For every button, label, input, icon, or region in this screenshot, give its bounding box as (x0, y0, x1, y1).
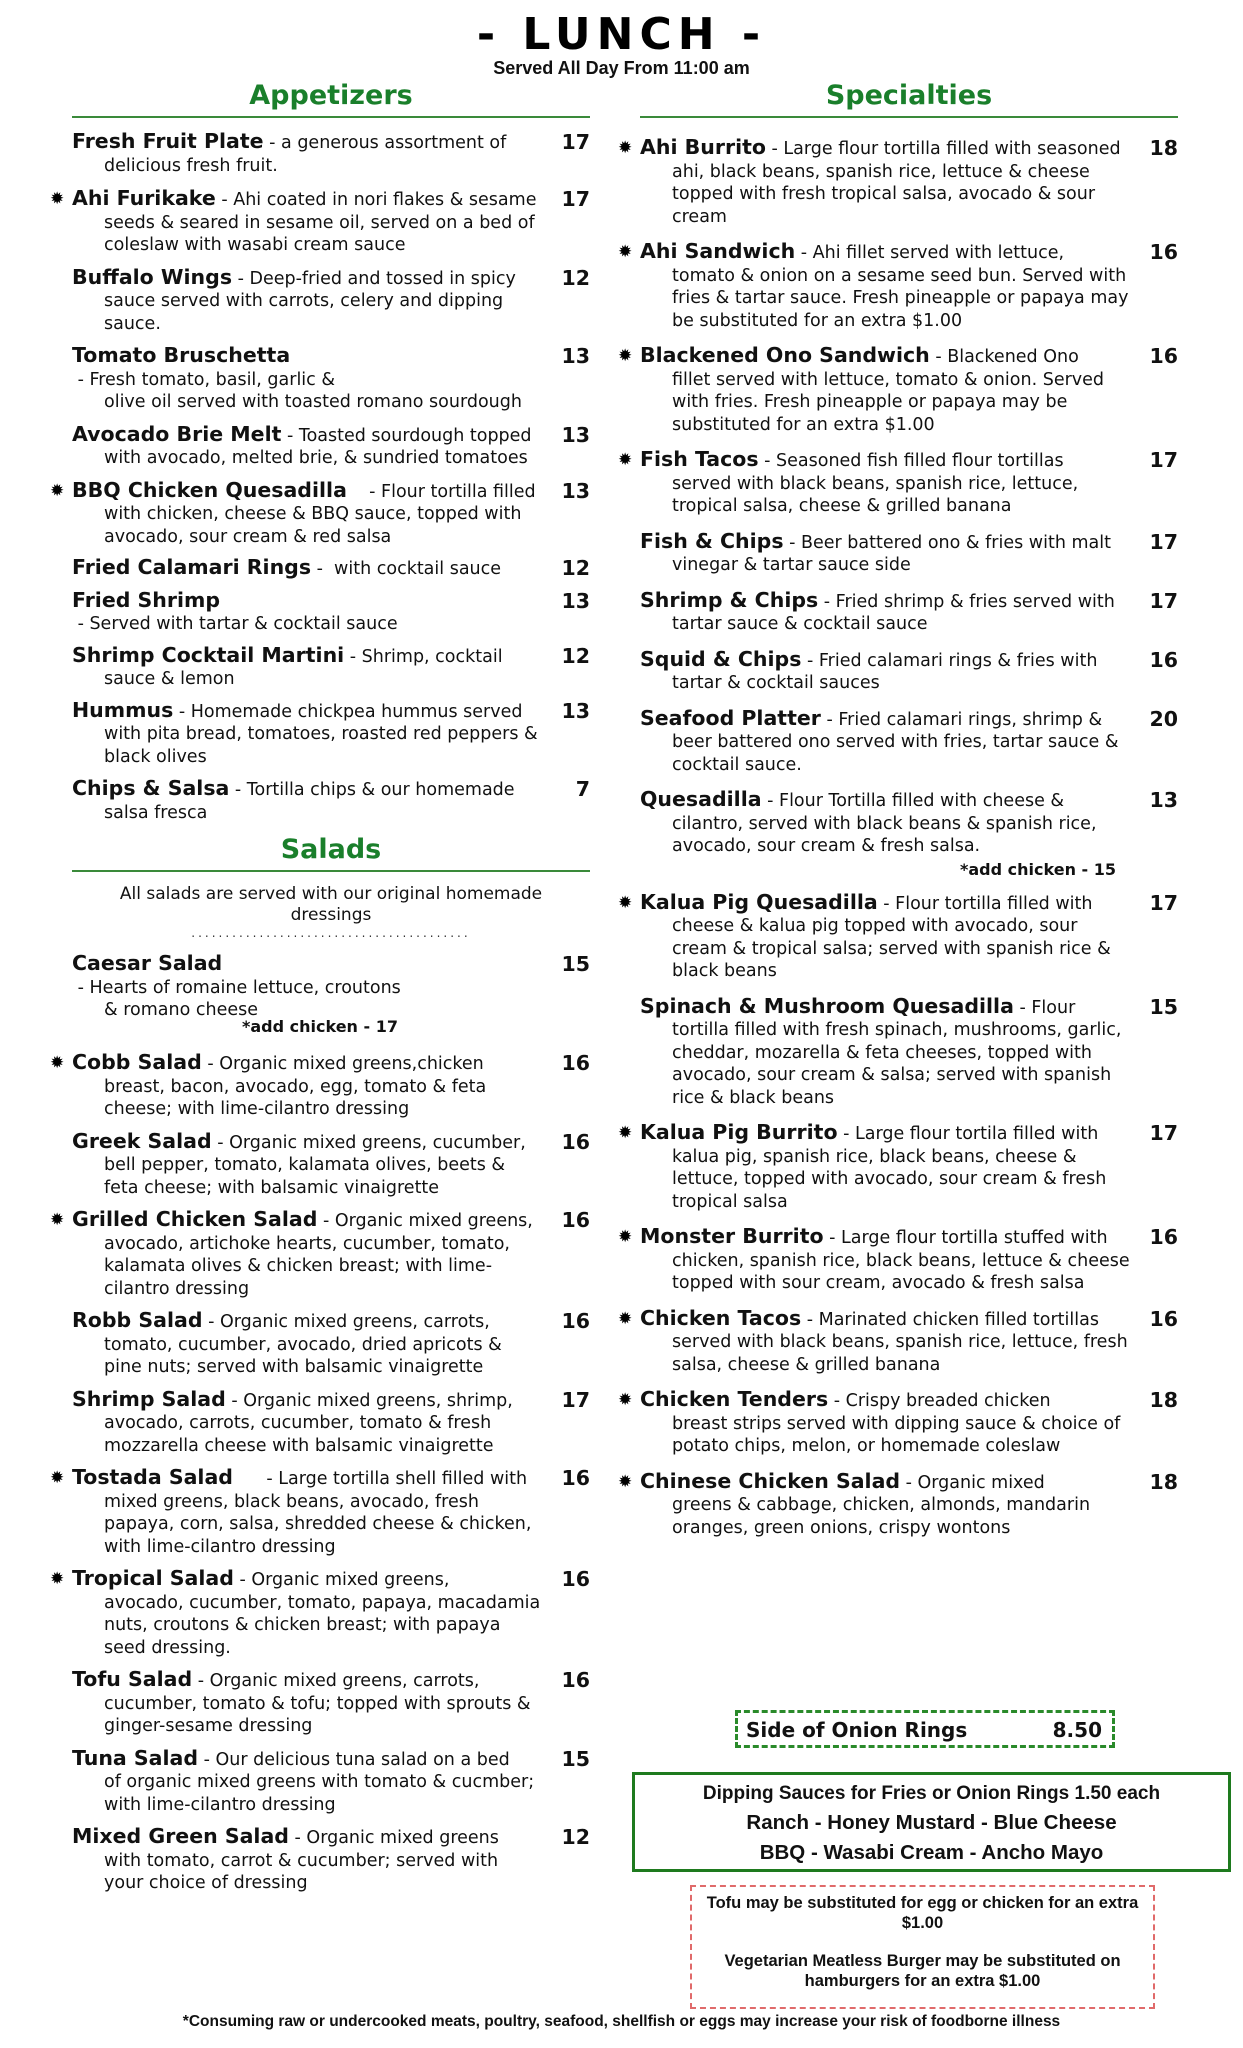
item-description (72, 1668, 590, 1738)
item-price: 16 (1149, 647, 1178, 672)
item-description-first: - Tortilla chips & our homemade (229, 780, 515, 800)
item-price: 18 (1149, 1388, 1178, 1412)
menu-item-tostada-salad (50, 1465, 590, 1558)
item-name: Shrimp Salad (72, 1386, 226, 1411)
item-description (72, 1130, 590, 1200)
item-name: Caesar Salad (72, 951, 223, 975)
item-price: 16 (1149, 240, 1178, 264)
item-description-rest: fillet served with lettuce, tomato & onion. Served with fries. Fresh pineapple or papaya may be substituted for an extra $1.00 (672, 369, 1105, 435)
add-chicken-note: *add chicken - 17 (242, 1016, 398, 1036)
item-description (640, 136, 1178, 228)
item-description-first: - Fresh tomato, basil, garlic & (72, 369, 335, 390)
signature-star-icon: ✹ (50, 189, 65, 209)
item-description (640, 788, 1178, 858)
item-description-rest: & romano cheese (104, 1000, 258, 1020)
salads-title: Salads (72, 834, 590, 872)
sauces-heading: Dipping Sauces for Fries or Onion Rings 1.50 each (702, 1783, 1161, 1804)
menu-item-fried-calamari-rings (72, 556, 590, 581)
item-description-rest: kalua pig, spanish rice, black beans, cheese & lettuce, topped with avocado, sour cream & fresh tropical salsa (672, 1146, 1107, 1212)
item-description (72, 777, 590, 824)
item-description-first: - Our delicious tuna salad on a bed (198, 1749, 510, 1770)
item-price: 7 (575, 777, 590, 801)
menu-item-ahi-furikake (50, 186, 590, 257)
menu-item-tomato-bruschetta (72, 344, 590, 414)
item-description-first: - a generous assortment of (263, 133, 507, 153)
item-description (640, 1470, 1178, 1540)
item-price: 13 (561, 422, 590, 447)
item-price: 17 (1149, 890, 1178, 915)
item-description (640, 995, 1178, 1110)
item-name: Buffalo Wings (72, 264, 233, 289)
signature-star-icon: ✹ (618, 1227, 633, 1247)
item-description-first: - Organic mixed greens,chicken (201, 1054, 484, 1074)
item-description-first: - Hearts of romaine lettuce, croutons (72, 977, 401, 998)
item-description-first: - Homemade chickpea hummus served (173, 701, 523, 722)
item-name: Tuna Salad (72, 1745, 199, 1770)
item-name: Fried Calamari Rings (72, 555, 312, 579)
salads-list (50, 951, 590, 1895)
signature-star-icon: ✹ (618, 892, 633, 913)
item-price: 16 (561, 1466, 590, 1490)
left-column (50, 80, 590, 1904)
item-description (72, 479, 590, 549)
item-price: 12 (561, 1825, 590, 1849)
page-subtitle: Served All Day From 11:00 am (493, 58, 750, 78)
menu-item-spinach-mushroom-quesadilla (640, 995, 1178, 1110)
item-description-rest: ahi, black beans, spanish rice, lettuce & cheese topped with fresh tropical salsa, avocado & sour cream (672, 161, 1096, 227)
signature-star-icon: ✹ (50, 1468, 65, 1488)
item-price: 13 (561, 698, 590, 723)
item-name: Seafood Platter (640, 705, 821, 730)
menu-item-kalua-pig-burrito (618, 1120, 1178, 1213)
item-name: Ahi Sandwich (640, 239, 796, 263)
item-description-rest: cheese & kalua pig topped with avocado, sour cream & tropical salsa; served with spanish rice & black beans (672, 916, 1111, 981)
item-description-rest: beer battered ono served with fries, tartar sauce & cocktail sauce. (672, 732, 1119, 775)
item-description-first: - Large flour tortilla filled with seasoned (765, 139, 1121, 159)
item-description-first: - Organic mixed greens, (233, 1570, 450, 1590)
item-description (72, 1388, 590, 1458)
signature-star-icon: ✹ (50, 480, 65, 501)
item-description-rest: sauce & lemon (104, 669, 235, 689)
item-description-rest: tortilla filled with fresh spinach, mushrooms, garlic, cheddar, mozarella & feta cheeses, topped with avocado, sour cream & salsa; served with spanish rice & black beans (672, 1020, 1122, 1108)
item-description-rest: sauce served with carrots, celery and dipping sauce. (104, 291, 504, 334)
item-name: Tostada Salad (72, 1465, 233, 1489)
menu-item-greek-salad (72, 1130, 590, 1200)
item-price: 13 (561, 478, 590, 503)
menu-item-blackened-ono-sandwich (618, 343, 1178, 436)
item-name: Fish & Chips (640, 528, 784, 553)
item-description-first: - Served with tartar & cocktail sauce (72, 614, 398, 634)
signature-star-icon: ✹ (50, 1569, 65, 1589)
item-description (72, 266, 590, 336)
item-price: 17 (1149, 448, 1178, 472)
item-description-first: - with cocktail sauce (311, 559, 502, 579)
item-description-first: - Shrimp, cocktail (344, 646, 503, 667)
item-description (640, 448, 1178, 518)
item-description-rest: tomato & onion on a sesame seed bun. Served with fries & tartar sauce. Fresh pineapple or papaya may be substituted for an extra $1.00 (672, 265, 1129, 331)
item-description (640, 1388, 1178, 1458)
item-description-first: - Organic mixed greens, carrots, (192, 1671, 480, 1691)
item-price: 17 (561, 130, 590, 154)
item-description-rest: delicious fresh fruit. (104, 155, 278, 176)
item-name: Chicken Tacos (640, 1305, 802, 1330)
item-description-rest: served with black beans, spanish rice, lettuce, tropical salsa, cheese & grilled banana (672, 473, 1079, 516)
item-description (72, 423, 590, 470)
item-name: Robb Salad (72, 1308, 203, 1332)
item-description (72, 644, 590, 691)
item-description-first: - Flour Tortilla filled with cheese & (761, 791, 1065, 811)
item-name: Chinese Chicken Salad (640, 1468, 901, 1493)
signature-star-icon: ✹ (618, 1390, 633, 1410)
item-name: BBQ Chicken Quesadilla (72, 477, 347, 502)
menu-item-fried-shrimp (72, 589, 590, 636)
sauces-line-3: BBQ - Wasabi Cream - Ancho Mayo (759, 1841, 1104, 1864)
item-price: 13 (1149, 788, 1178, 812)
add-chicken-note: *add chicken - 15 (960, 859, 1116, 879)
menu-item-chips-salsa (72, 777, 590, 824)
menu-item-kalua-pig-quesadilla (618, 889, 1178, 983)
menu-item-tuna-salad (72, 1747, 590, 1817)
menu-item-hummus (72, 699, 590, 769)
item-description-rest: with chicken, cheese & BBQ sauce, topped with avocado, sour cream & red salsa (104, 504, 522, 547)
item-price: 16 (1149, 1225, 1178, 1249)
item-name: Shrimp & Chips (640, 587, 819, 612)
item-name: Ahi Burrito (640, 135, 766, 159)
signature-star-icon: ✹ (618, 346, 633, 366)
item-price: 12 (561, 265, 590, 290)
item-price: 16 (561, 1309, 590, 1333)
item-price: 15 (1149, 994, 1178, 1019)
item-description (640, 344, 1178, 436)
menu-header (0, 9, 1243, 78)
item-description-first: - Ahi fillet served with lettuce, (795, 243, 1065, 263)
item-description (640, 1121, 1178, 1213)
burger-substitution: Vegetarian Meatless Burger may be substituted on hamburgers for an extra $1.00 (724, 1952, 1121, 1990)
menu-item-quesadilla (640, 788, 1178, 879)
item-price: 16 (1149, 344, 1178, 368)
item-description-rest: of organic mixed greens with tomato & cucmber; with lime-cilantro dressing (104, 1772, 535, 1815)
appetizers-list (50, 129, 590, 824)
item-description-first: - Flour tortilla filled with (877, 893, 1093, 914)
menu-item-tropical-salad (50, 1566, 590, 1659)
item-name: Chips & Salsa (72, 776, 230, 800)
item-name: Shrimp Cocktail Martini (72, 642, 345, 667)
item-description-first: - Large tortilla shell filled with (232, 1469, 528, 1489)
item-description-first: - Deep-fried and tossed in spicy (232, 268, 516, 289)
item-description-first: - Marinated chicken filled tortillas (801, 1309, 1099, 1330)
item-name: Blackened Ono Sandwich (640, 343, 930, 367)
item-description-first: - Organic mixed greens, carrots, (202, 1312, 490, 1332)
item-description-rest: tartar sauce & cocktail sauce (672, 614, 928, 634)
menu-item-fresh-fruit-plate (72, 130, 590, 177)
item-price: 17 (1149, 588, 1178, 613)
menu-item-tofu-salad (72, 1668, 590, 1738)
item-name: Squid & Chips (640, 646, 802, 671)
menu-item-robb-salad (72, 1309, 590, 1379)
item-description-rest: avocado, carrots, cucumber, tomato & fresh mozzarella cheese with balsamic vinaigrette (104, 1413, 494, 1456)
item-description (640, 530, 1178, 577)
menu-item-avocado-brie-melt (72, 423, 590, 470)
item-description-rest: mixed greens, black beans, avocado, fresh papaya, corn, salsa, shredded cheese & chicken, with lime-cilantro dressing (104, 1491, 532, 1557)
item-price: 12 (561, 643, 590, 668)
item-description (72, 130, 590, 177)
menu-item-seafood-platter (640, 707, 1178, 777)
item-description-first: - Seasoned fish filled flour tortillas (758, 451, 1064, 471)
menu-item-ahi-sandwich (618, 239, 1178, 332)
item-description-rest: breast, bacon, avocado, egg, tomato & feta cheese; with lime-cilantro dressing (104, 1076, 487, 1119)
item-name: Kalua Pig Burrito (640, 1120, 838, 1144)
menu-item-caesar-salad (72, 952, 590, 1038)
item-description-rest: cucumber, tomato & tofu; topped with sprouts & ginger-sesame dressing (104, 1693, 531, 1736)
item-price: 17 (1149, 1121, 1178, 1145)
item-description-first: - Organic mixed greens, shrimp, (225, 1390, 513, 1411)
item-price: 15 (561, 952, 590, 976)
signature-star-icon: ✹ (50, 1210, 65, 1230)
substitutions-box (690, 1885, 1155, 2009)
item-price: 13 (561, 344, 590, 368)
item-name: Grilled Chicken Salad (72, 1207, 318, 1231)
item-name: Greek Salad (72, 1128, 212, 1153)
item-description (640, 707, 1178, 777)
item-price: 17 (561, 1387, 590, 1412)
menu-item-chicken-tacos (618, 1305, 1178, 1377)
appetizers-title: Appetizers (72, 80, 590, 118)
item-description-rest: bell pepper, tomato, kalamata olives, beets & feta cheese; with balsamic vinaigrette (104, 1155, 506, 1198)
item-name: Cobb Salad (72, 1050, 202, 1074)
item-description (72, 1747, 590, 1817)
signature-star-icon: ✹ (618, 1471, 633, 1492)
signature-star-icon: ✹ (618, 138, 633, 158)
item-description-rest: breast strips served with dipping sauce & choice of potato chips, melon, or homemade coleslaw (672, 1413, 1121, 1456)
item-description-first: - Fried calamari rings, shrimp & (820, 709, 1103, 730)
item-name: Chicken Tenders (640, 1387, 829, 1411)
menu-item-fish-chips (640, 530, 1178, 577)
item-name: Tropical Salad (72, 1566, 234, 1590)
onion-rings-label: Side of Onion Rings (746, 1718, 968, 1742)
item-description-rest: avocado, artichoke hearts, cucumber, tomato, kalamata olives & chicken breast; with lime-cilantro dressing (104, 1233, 510, 1299)
signature-star-icon: ✹ (618, 242, 633, 262)
item-description-first: - Organic mixed greens (288, 1828, 499, 1848)
signature-star-icon: ✹ (50, 1053, 65, 1073)
specialties-title: Specialties (640, 80, 1178, 118)
item-description-first: - Flour (1013, 997, 1076, 1018)
item-description (640, 891, 1178, 983)
item-description-first: - Fried shrimp & fries served with (818, 591, 1115, 612)
item-description-first: - Flour tortilla filled (346, 481, 536, 502)
item-price: 16 (561, 1129, 590, 1154)
item-description-rest: olive oil served with toasted romano sourdough (104, 392, 522, 412)
item-description-rest: served with black beans, spanish rice, lettuce, fresh salsa, cheese & grilled banana (672, 1332, 1128, 1375)
signature-star-icon: ✹ (618, 1123, 633, 1143)
item-price: 16 (561, 1208, 590, 1232)
foodborne-disclaimer: *Consuming raw or undercooked meats, poultry, seafood, shellfish or eggs may increase your risk of foodborne illness (182, 2013, 1061, 2030)
menu-item-mixed-green-salad (72, 1825, 590, 1895)
dotted-divider: ......................................... (191, 926, 471, 940)
item-description-rest: tartar & cocktail sauces (672, 673, 880, 693)
right-column (618, 80, 1178, 1548)
sauces-line-2: Ranch - Honey Mustard - Blue Cheese (746, 1811, 1117, 1834)
item-description (640, 240, 1178, 332)
menu-item-bbq-chicken-quesadilla (50, 477, 590, 549)
item-description-rest: cilantro, served with black beans & spanish rice, avocado, sour cream & fresh salsa. (672, 813, 1097, 856)
item-price: 16 (561, 1668, 590, 1692)
item-price: 20 (1149, 706, 1178, 731)
onion-rings-box (735, 1710, 1115, 1748)
menu-item-grilled-chicken-salad (50, 1207, 590, 1300)
item-name: Kalua Pig Quesadilla (640, 889, 878, 914)
item-description-rest: vinegar & tartar sauce side (672, 555, 911, 575)
menu-item-shrimp-salad (72, 1388, 590, 1458)
tofu-substitution: Tofu may be substituted for egg or chicken for an extra $1.00 (706, 1894, 1139, 1932)
item-description-first: - Toasted sourdough topped (281, 425, 532, 446)
item-name: Fried Shrimp (72, 587, 221, 612)
item-description (640, 589, 1178, 636)
item-description (72, 1466, 590, 1558)
item-description (640, 1225, 1178, 1295)
menu-item-shrimp-chips (640, 589, 1178, 636)
item-description (72, 952, 590, 1038)
item-price: 15 (561, 1746, 590, 1771)
menu-item-monster-burrito (618, 1224, 1178, 1295)
item-description (72, 1309, 590, 1379)
item-description (640, 648, 1178, 695)
menu-item-shrimp-cocktail-martini (72, 644, 590, 691)
item-price: 16 (1149, 1306, 1178, 1331)
menu-item-ahi-burrito (618, 135, 1178, 228)
signature-star-icon: ✹ (618, 1308, 633, 1329)
item-description (72, 1567, 590, 1659)
item-description-rest: seeds & seared in sesame oil, served on a bed of coleslaw with wasabi cream sauce (104, 212, 535, 255)
item-price: 17 (561, 187, 590, 211)
item-description-first: - Crispy breaded chicken (828, 1391, 1051, 1411)
item-name: Ahi Furikake (72, 186, 216, 210)
item-description-first: - Ahi coated in nori flakes & sesame (215, 190, 537, 210)
item-description (72, 187, 590, 257)
item-price: 18 (1149, 136, 1178, 160)
item-description-first: - Fried calamari rings & fries with (801, 650, 1098, 671)
menu-item-squid-chips (640, 648, 1178, 695)
signature-star-icon: ✹ (618, 450, 633, 470)
menu-item-chinese-chicken-salad (618, 1468, 1178, 1540)
item-description-rest: avocado, cucumber, tomato, papaya, macadamia nuts, croutons & chicken breast; with papaya seed dressing. (104, 1592, 541, 1658)
item-description-first: - Large flour tortilla stuffed with (823, 1228, 1108, 1248)
item-price: 16 (561, 1567, 590, 1591)
menu-item-chicken-tenders (618, 1387, 1178, 1458)
item-description (72, 589, 590, 636)
onion-rings-price: 8.50 (1052, 1718, 1102, 1742)
item-description (72, 1051, 590, 1121)
item-description (72, 699, 590, 769)
item-name: Tofu Salad (72, 1667, 193, 1691)
item-description-rest: salsa fresca (104, 802, 208, 823)
item-description-rest: with avocado, melted brie, & sundried tomatoes (104, 448, 528, 468)
item-price: 17 (1149, 529, 1178, 554)
item-description-rest: greens & cabbage, chicken, almonds, mandarin oranges, green onions, crispy wontons (672, 1495, 1091, 1538)
menu-item-cobb-salad (50, 1050, 590, 1121)
salads-note: All salads are served with our original homemade dressings (119, 884, 543, 925)
menu-item-fish-tacos (618, 447, 1178, 518)
dipping-sauces-box (632, 1772, 1231, 1872)
item-description-first: - Organic mixed greens, cucumber, (211, 1132, 526, 1153)
item-description-first: - Beer battered ono & fries with malt (783, 532, 1111, 553)
item-description (72, 556, 590, 581)
item-name: Monster Burrito (640, 1224, 824, 1248)
item-description-first: - Large flour tortila filled with (837, 1124, 1099, 1144)
item-description (72, 1825, 590, 1895)
item-description-rest: with tomato, carrot & cucumber; served with your choice of dressing (104, 1850, 499, 1893)
page-title: - LUNCH - (476, 9, 767, 60)
item-description (72, 1208, 590, 1300)
item-description-rest: with pita bread, tomatoes, roasted red peppers & black olives (104, 724, 538, 767)
specialties-list (618, 135, 1178, 1539)
item-description-rest: chicken, spanish rice, black beans, lettuce & cheese topped with sour cream, avocado & fresh salsa (672, 1250, 1130, 1293)
item-name: Hummus (72, 697, 174, 722)
item-name: Mixed Green Salad (72, 1824, 289, 1848)
item-name: Spinach & Mushroom Quesadilla (640, 993, 1014, 1018)
item-name: Avocado Brie Melt (72, 421, 282, 446)
item-description (640, 1307, 1178, 1377)
item-price: 13 (561, 588, 590, 613)
item-description-first: - Organic mixed greens, (317, 1211, 533, 1231)
item-price: 16 (561, 1051, 590, 1075)
item-description-first: - Organic mixed (900, 1472, 1045, 1493)
item-description-first: - Blackened Ono (929, 347, 1079, 367)
item-price: 12 (561, 556, 590, 580)
item-name: Fish Tacos (640, 447, 759, 471)
item-name: Quesadilla (640, 787, 762, 811)
menu-item-buffalo-wings (72, 266, 590, 336)
item-description-rest: tomato, cucumber, avocado, dried apricots & pine nuts; served with balsamic vinaigrette (104, 1334, 502, 1377)
item-name: Fresh Fruit Plate (72, 129, 264, 153)
item-description (72, 344, 590, 414)
item-price: 18 (1149, 1469, 1178, 1494)
item-name: Tomato Bruschetta (72, 343, 291, 367)
